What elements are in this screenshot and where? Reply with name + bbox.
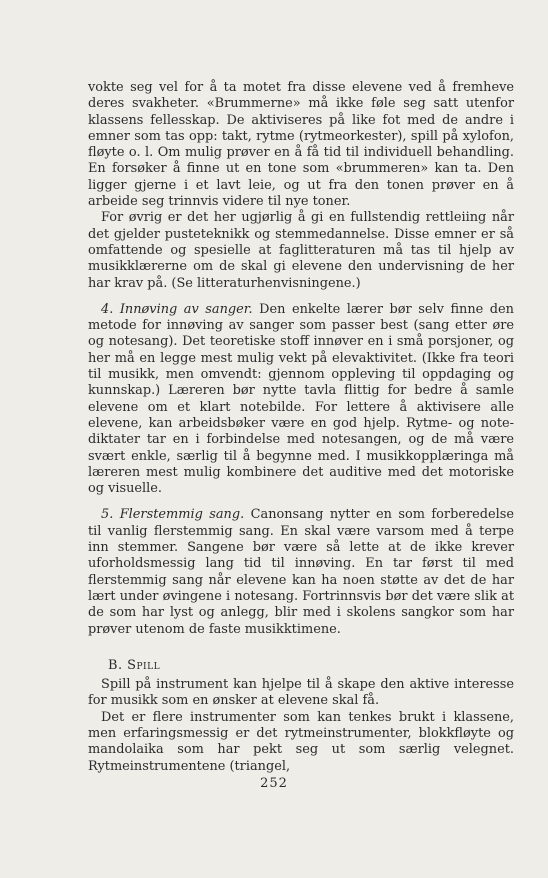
page-number: 252: [260, 776, 288, 791]
paragraph: For øvrig er det her ugjørlig å gi en fullstendig rettleiing når det gjelder pusteteknikk og stemmedannelse. Disse emner er så omfattende og spesielle at faglitteraturen må tas til hjelp av musikklærerne om de skal gi elevene den undervisning de her har krav på. (Se litteraturhenvisningene.): [88, 210, 514, 291]
section-5: [88, 507, 514, 637]
paragraph: Det er flere instrumenter som kan tenkes brukt i klassene, men erfaringsmessig er det rytmeinstrumenter, blokkfløyte og mandolaika som har pekt seg ut som særlig velegnet. Rytmeinstrumentene (triangel,: [88, 709, 514, 774]
section-5-label: 5. Flerstemmig sang.: [101, 507, 245, 523]
section-4-label: 4. Innøving av sanger.: [101, 301, 253, 317]
section-4-text: Den enkelte lærer bør selv finne den metode for innøving av sanger som passer best (sang etter øre og notesang). Det teoretiske stoff innøver en i små porsjoner, og her må en legge mest mulig vekt på elevaktivitet. (Ikke fra teori til musikk, men omvendt: gjennom oppleving til oppdaging og kunnskap.) Læreren bør nytte tavla flittig for bedre å samle elevene om et klart notebilde. For lettere å aktivisere alle elevene, kan arbeidsbøker være en god hjelp. Rytme- og note-diktater tar en i forbindelse med notesangen, og de må være svært enkle, særlig til å begynne med. I musikkopplæringa må læreren mest mulig kombinere det auditive med det motoriske og visuelle.: [88, 301, 514, 497]
section-4: [88, 302, 514, 498]
body-text: [88, 80, 514, 775]
paragraph: vokte seg vel for å ta motet fra disse elevene ved å fremheve deres svakheter. «Brummerne» må ikke føle seg satt utenfor klassens fellesskap. De aktiviseres på like fot med de andre i emner som tas opp: takt, rytme (rytmeorkester), spill på xylofon, fløyte o. l. Om mulig prøver en å få tid til individuell behandling. En forsøker å finne ut en tone som «brummeren» kan ta. Den ligger gjerne i et lavt leie, og ut fra den tonen prøver en å arbeide seg trinnvis videre til nye toner.: [88, 80, 514, 210]
section-heading: B. Spill: [108, 657, 161, 673]
section-5-text: Canonsang nytter en som forberedelse til vanlig flerstemmig sang. En skal være varsom med å terpe inn stemmer. Sangene bør være så lette at de ikke krever uforholdsmessig lang tid til innøving. En tar først til med flerstemmig sang når elevene kan ha noen støtte av det de har lært under øvingene i notesang. Fortrinnsvis bør det være slik at de som har lyst og anlegg, blir med i skolens sangkor som har prøver utenom de faste musikktimene.: [88, 507, 514, 637]
paragraph: Spill på instrument kan hjelpe til å skape den aktive interesse for musikk som en ønsker at elevene skal få.: [88, 677, 514, 709]
